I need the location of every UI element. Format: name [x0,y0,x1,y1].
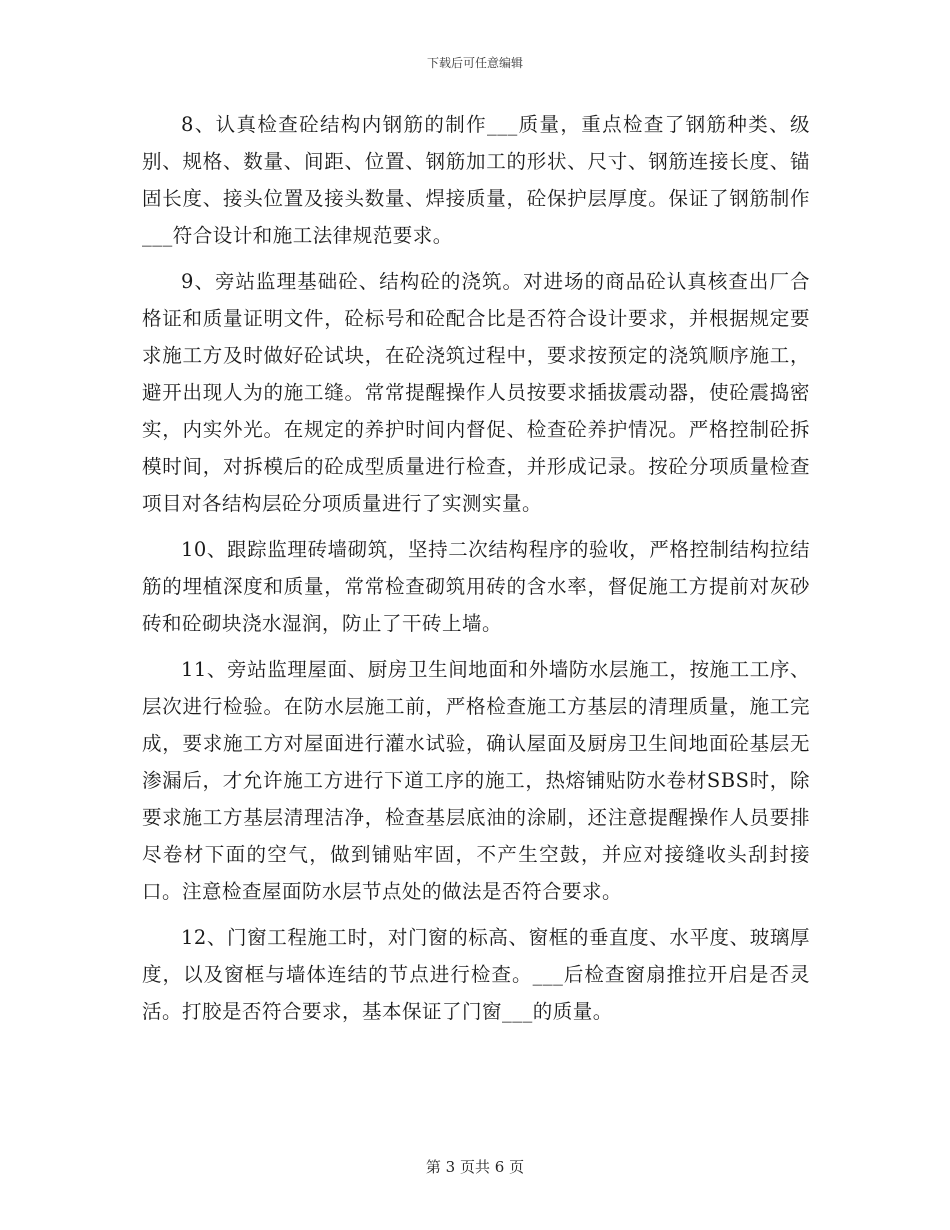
document-body [142,106,810,1039]
paragraph-item-11: 11、旁站监理屋面、厨房卫生间地面和外墙防水层施工，按施工工序、层次进行检验。在防水层施工前，严格检查施工方基层的清理质量，施工完成，要求施工方对屋面进行灌水试验，确认屋面及厨房卫生间地面砼基层无渗漏后，才允许施工方进行下道工序的施工，热熔铺贴防水卷材SBS时，除要求施工方基层清理洁净，检查基层底油的涂刷，还注意提醒操作人员要排尽卷材下面的空气，做到铺贴牢固，不产生空鼓，并应对接缝收头刮封接口。注意检查屋面防水层节点处的做法是否符合要求。 [142,658,810,903]
paragraph-item-8: 8、认真检查砼结构内钢筋的制作___质量，重点检查了钢筋种类、级别、规格、数量、间距、位置、钢筋加工的形状、尺寸、钢筋连接长度、锚固长度、接头位置及接头数量、焊接质量，砼保护层厚度。保证了钢筋制作___符合设计和施工法律规范要求。 [142,113,810,247]
page-number-footer: 第 3 页共 6 页 [425,1158,525,1176]
paragraph-item-9: 9、旁站监理基础砼、结构砼的浇筑。对进场的商品砼认真核查出厂合格证和质量证明文件，砼标号和砼配合比是否符合设计要求，并根据规定要求施工方及时做好砼试块，在砼浇筑过程中，要求按预定的浇筑顺序施工，避开出现人为的施工缝。常常提醒操作人员按要求插拔震动器，使砼震捣密实，内实外光。在规定的养护时间内督促、检查砼养护情况。严格控制砼拆模时间，对拆模后的砼成型质量进行检查，并形成记录。按砼分项质量检查项目对各结构层砼分项质量进行了实测实量。 [142,270,810,515]
page-header: 下载后可任意编辑 [426,56,523,70]
paragraph-item-12: 12、门窗工程施工时，对门窗的标高、窗框的垂直度、水平度、玻璃厚度，以及窗框与墙体连结的节点进行检查。___后检查窗扇推拉开启是否灵活。打胶是否符合要求，基本保证了门窗___的质量。 [142,926,810,1023]
paragraph-item-10: 10、跟踪监理砖墙砌筑，坚持二次结构程序的验收，严格控制结构拉结筋的埋植深度和质量，常常检查砌筑用砖的含水率，督促施工方提前对灰砂砖和砼砌块浇水湿润，防止了干砖上墙。 [142,538,810,635]
